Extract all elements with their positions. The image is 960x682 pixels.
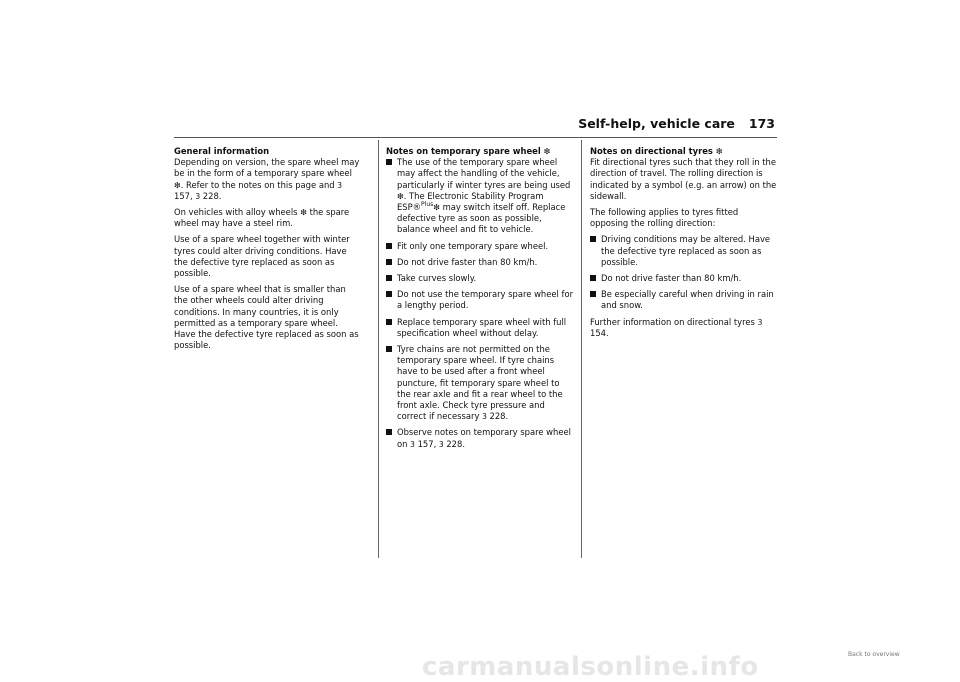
list-item: Do not use the temporary spare wheel for a lengthy period. <box>386 289 574 311</box>
ref-arrow-icon: 3 <box>482 412 487 422</box>
page-ref-link[interactable]: 228 <box>446 438 463 449</box>
square-bullet-icon <box>590 275 596 281</box>
ref-arrow-icon: 3 <box>337 180 343 190</box>
square-bullet-icon <box>386 259 392 265</box>
bullet-list <box>590 234 778 311</box>
star-icon: ❇ <box>174 180 181 190</box>
square-bullet-icon <box>590 291 596 297</box>
ref-arrow-icon: 3 <box>438 439 444 449</box>
ref-arrow-icon: 3 <box>757 317 763 327</box>
star-icon: ❇ <box>300 208 307 218</box>
page-ref-link[interactable]: 157 <box>174 190 190 201</box>
page-ref-link[interactable]: 228 <box>202 190 219 201</box>
paragraph: Fit directional tyres such that they roll in the direction of travel. The rolling direction is indicated by a symbol (e.g. an arrow) on the sidewall. <box>590 157 777 201</box>
column-divider-1 <box>378 140 379 558</box>
list-item: Be especially careful when driving in rain and snow. <box>590 289 778 311</box>
paragraph: The following applies to tyres fitted opposing the rolling direction: <box>590 207 739 229</box>
page-ref-link[interactable]: 154 <box>590 327 606 338</box>
square-bullet-icon <box>386 429 392 435</box>
back-to-overview-link[interactable]: Back to overview <box>848 651 900 658</box>
column-temporary-spare-wheel <box>386 146 574 455</box>
ref-arrow-icon: 3 <box>410 439 415 449</box>
square-bullet-icon <box>386 243 392 249</box>
star-icon: ❇ <box>433 203 440 213</box>
list-item: Observe notes on temporary spare wheel on 3 157, 3 228. <box>386 427 574 449</box>
page-ref-link[interactable]: 157 <box>417 438 434 449</box>
star-icon: ❇ <box>715 147 723 156</box>
list-item: Replace temporary spare wheel with full specification wheel without delay. <box>386 317 574 339</box>
list-item: Tyre chains are not permitted on the temporary spare wheel. If tyre chains have to be used after a front wheel puncture, fit temporary spare wheel to the rear axle and fit a rear wheel to the front axle. Check tyre pressure and correct if necessary 3 228. <box>386 344 574 422</box>
square-bullet-icon <box>590 236 596 242</box>
watermark: carmanualsonline.info <box>422 652 759 682</box>
column-divider-2 <box>581 140 582 558</box>
list-item: Driving conditions may be altered. Have the defective tyre replaced as soon as possible. <box>590 234 778 268</box>
heading-general-information: General information <box>174 146 270 156</box>
paragraph: Further information on directional tyres 3 154. <box>590 316 763 338</box>
heading-directional-tyres: Notes on directional tyres ❇ <box>590 146 723 156</box>
column-general-information <box>174 146 362 356</box>
list-item: Take curves slowly. <box>386 273 574 284</box>
column-directional-tyres <box>590 146 778 344</box>
square-bullet-icon <box>386 275 392 281</box>
list-item: Do not drive faster than 80 km/h. <box>590 273 778 284</box>
square-bullet-icon <box>386 159 392 165</box>
section-title: Self-help, vehicle care <box>578 116 735 131</box>
paragraph: On vehicles with alloy wheels ❇ the spare wheel may have a steel rim. <box>174 207 350 229</box>
header-rule <box>174 137 777 138</box>
paragraph: Depending on version, the spare wheel may be in the form of a temporary spare wheel ❇. Refer to the notes on this page and 3 157, 3 228. <box>174 157 360 201</box>
bullet-list <box>386 157 574 450</box>
star-icon: ❇ <box>397 191 404 201</box>
square-bullet-icon <box>386 319 392 325</box>
list-item: Do not drive faster than 80 km/h. <box>386 257 574 268</box>
square-bullet-icon <box>386 291 392 297</box>
ref-arrow-icon: 3 <box>195 191 201 201</box>
page-ref-link[interactable]: 228 <box>489 411 506 422</box>
list-item: Fit only one temporary spare wheel. <box>386 241 574 252</box>
paragraph: Use of a spare wheel that is smaller than the other wheels could alter driving conditions. In many countries, it is only permitted as a temporary spare wheel. Have the defective tyre replaced as soon as possible. <box>174 284 359 351</box>
star-icon: ❇ <box>543 147 551 156</box>
list-item: The use of the temporary spare wheel may affect the handling of the vehicle, particularly if winter tyres are being used ❇. The Electronic Stability Program ESP®$^{Plus}$❇ may switch itself off. Replace defective tyre as soon as possible, balance wheel and fit to vehicle. <box>386 157 574 235</box>
page-header <box>578 116 775 131</box>
page-number: 173 <box>748 116 775 131</box>
square-bullet-icon <box>386 346 392 352</box>
heading-temporary-spare-wheel: Notes on temporary spare wheel ❇ <box>386 146 551 156</box>
paragraph: Use of a spare wheel together with winter tyres could alter driving conditions. Have the defective tyre replaced as soon as possible. <box>174 234 350 279</box>
